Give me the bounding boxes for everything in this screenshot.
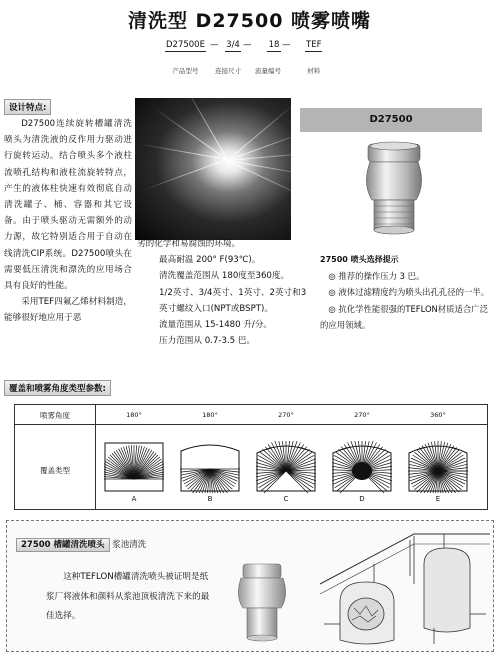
spec-item: 流量范围从 15-1480 升/分。 (159, 320, 273, 331)
spray-angle-value: 360° (430, 411, 446, 419)
small-nozzle-image (233, 560, 291, 646)
page-title: 清洗型 D27500 喷雾喷嘴 (127, 10, 372, 32)
coverage-pattern-a (104, 441, 164, 493)
coverage-pattern-e (408, 441, 468, 493)
selection-tips (320, 252, 492, 333)
model-banner: D27500 (300, 108, 482, 132)
spec-item: 1/2英寸、3/4英寸、1英寸、2英寸和3英寸螺纹入口(NPT或BSPT)。 (159, 287, 307, 314)
spray-angle-value: 270° (278, 411, 294, 419)
coverage-pattern-c (256, 441, 316, 493)
slurry-body: 这种TEFLON槽罐清洗喷头被证明是纸浆厂将液体和颜料从浆池顶板清洗下来的最佳选择。 (46, 572, 210, 621)
coverage-letter: C (283, 495, 289, 503)
spray-line (263, 471, 286, 493)
spec-item: 压力范围从 0.7-3.5 巴。 (159, 336, 256, 347)
spray-angle-value: 270° (354, 411, 370, 419)
features-paragraph: D27500连续旋转槽罐清洗喷头为清洗液的反作用力驱动进行旋转运动。结合喷头多个液柱流喷孔结构和液柱流旋转特点，产生的液体柱快速有效彻底自动清洗罐子、桶、容器和其它设备。由于喷头驱动无需额外的动力源，故它特别适合用于自动在线清洗CIP系统。D27500喷头在需要低压清洗和漂洗的应用场合具有良好的性能。 (4, 119, 132, 292)
features-paragraph-2: 采用TEF四氟乙烯材料制造，能够很好地应用于恶 (4, 297, 132, 324)
tip-item: ◎ 抗化学性能很强的TEFLON材质适合广泛的应用领域。 (320, 303, 489, 330)
spec-item: 清洗覆盖范围从 180度至360度。 (159, 271, 290, 282)
spec-item: 最高耐温 200° F(93℃)。 (159, 255, 261, 266)
coverage-column-d (327, 405, 397, 511)
code-part-flow: 18 流量编号 (255, 40, 281, 75)
spray-angle-value: 180° (202, 411, 218, 419)
spray-photo (135, 98, 291, 240)
row-label-type: 覆盖类型 (40, 466, 70, 475)
tank-diagram (314, 524, 492, 650)
spray-line (286, 471, 309, 493)
nozzle-image (360, 140, 428, 244)
code-separator: — (243, 40, 252, 50)
coverage-table (14, 404, 488, 510)
coverage-letter: E (435, 495, 441, 503)
slurry-heading-rest: 浆池清洗 (112, 540, 147, 550)
slurry-heading (16, 538, 146, 550)
coverage-letter: A (131, 495, 137, 503)
specs-list (137, 236, 307, 349)
slurry-heading-bold: 27500 槽罐清洗喷头 (16, 538, 110, 552)
spray-angle-value: 180° (126, 411, 142, 419)
coverage-pattern-b (180, 441, 240, 493)
code-separator: — (210, 40, 219, 50)
coverage-heading: 覆盖和喷雾角度类型参数: (4, 380, 111, 396)
coverage-column-a (99, 405, 169, 511)
coverage-letter: D (359, 495, 365, 503)
coverage-pattern-d (332, 441, 392, 493)
code-separator: — (282, 40, 291, 50)
coverage-letter: B (207, 495, 213, 503)
spray-line (438, 450, 459, 471)
design-features-heading: 设计特点: (4, 99, 51, 115)
code-part-model: D27500E 产品型号 (166, 40, 205, 75)
tip-item: ◎ 液体过滤精度约为喷头出孔孔径的一半。 (328, 287, 490, 298)
coverage-column-c (251, 405, 321, 511)
spray-line (417, 450, 438, 471)
features-continuation: 劣的化学和易腐蚀的环境。 (137, 239, 241, 249)
selection-tips-title: 27500 喷头选择提示 (320, 255, 399, 264)
spray-line (417, 471, 438, 492)
spray-line (438, 471, 459, 492)
code-part-size: 3/4 连接尺寸 (215, 40, 241, 75)
tip-item: ◎ 推荐的操作压力 3 巴。 (328, 271, 425, 282)
coverage-column-e (403, 405, 473, 511)
code-part-material: TEF 材料 (306, 40, 322, 75)
design-features-body (4, 116, 132, 327)
row-label-angle: 喷雾角度 (40, 411, 70, 420)
coverage-column-b (175, 405, 245, 511)
